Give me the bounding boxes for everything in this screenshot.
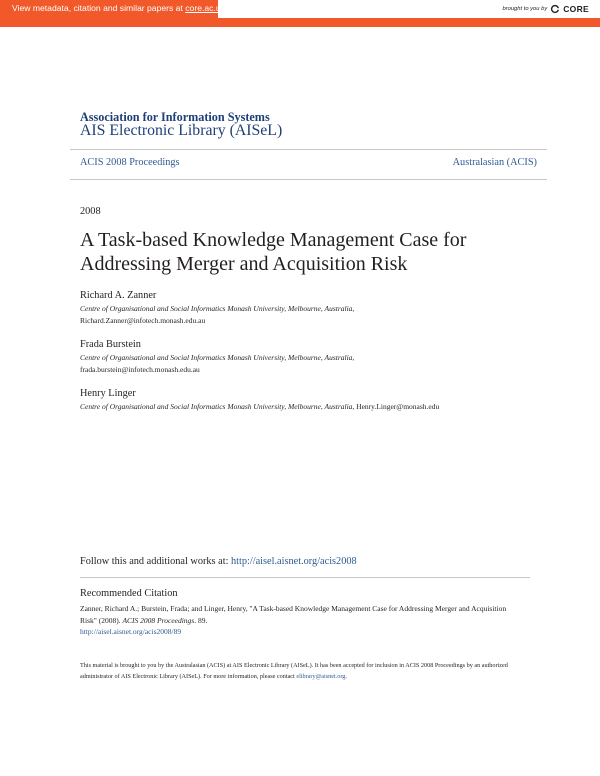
citation-number: . 89. bbox=[194, 615, 208, 625]
author-affiliation bbox=[80, 303, 354, 326]
paper-title: A Task-based Knowledge Management Case for Addressing Merger and Acquisition Risk bbox=[80, 229, 467, 275]
footer-end: . bbox=[345, 673, 347, 681]
header-divider-bottom bbox=[70, 179, 547, 180]
author-affiliation bbox=[80, 352, 354, 375]
core-metadata-link-box[interactable] bbox=[0, 0, 225, 18]
affiliation-text: Centre of Organisational and Social Informatics Monash University, Melbourne, Australia, bbox=[80, 402, 355, 411]
proceedings-link[interactable]: ACIS 2008 Proceedings bbox=[80, 157, 180, 168]
author-email: Richard.Zanner@infotech.monash.edu.au bbox=[80, 315, 206, 325]
author-name: Frada Burstein bbox=[80, 339, 141, 350]
follow-link[interactable]: http://aisel.aisnet.org/acis2008 bbox=[231, 556, 357, 567]
author-name: Henry Linger bbox=[80, 388, 136, 399]
provided-by-text: provided by AIS Electronic Library (AISeL) bbox=[479, 37, 588, 43]
author-name: Richard A. Zanner bbox=[80, 290, 157, 301]
footer-notice bbox=[80, 660, 520, 683]
region-link[interactable]: Australasian (ACIS) bbox=[452, 157, 537, 168]
core-banner bbox=[0, 0, 600, 43]
recommended-citation-heading: Recommended Citation bbox=[80, 588, 178, 599]
paper-year: 2008 bbox=[80, 206, 101, 217]
follow-line bbox=[80, 556, 357, 567]
citation-text: Zanner, Richard A.; Burstein, Frada; and Linger, Henry, "A Task-based Knowledge Management Case for Addressing Merger and Acquisition Risk" (2008). bbox=[80, 604, 507, 625]
core-metadata-label: View metadata, citation and similar papers at bbox=[12, 3, 186, 13]
citation-link[interactable]: http://aisel.aisnet.org/acis2008/89 bbox=[80, 627, 182, 637]
core-metadata-text[interactable] bbox=[12, 3, 225, 13]
affiliation-text: Centre of Organisational and Social Informatics Monash University, Melbourne, Australia, bbox=[80, 304, 355, 313]
core-link[interactable]: core.ac.uk bbox=[185, 3, 225, 13]
citation-source: ACIS 2008 Proceedings bbox=[122, 615, 195, 625]
header-divider-top bbox=[70, 149, 547, 150]
contact-email-link[interactable]: elibrary@aisnet.org bbox=[296, 673, 346, 681]
author-email: Henry.Linger@monash.edu bbox=[356, 402, 440, 411]
core-brought-by[interactable] bbox=[502, 4, 589, 14]
follow-text: Follow this and additional works at: bbox=[80, 556, 232, 567]
footer-text: This material is brought to you by the Australasian (ACIS) at AIS Electronic Library (AISeL). It has been accepted for inclusion in ACIS 2008 Proceedings by an authorized administrator of AIS Electronic Library (AISeL). For more information, please contact bbox=[80, 662, 508, 681]
author-email: frada.burstein@infotech.monash.edu.au bbox=[80, 364, 200, 374]
association-name[interactable]: Association for Information Systems bbox=[80, 110, 270, 124]
brought-by-label: brought to you by bbox=[502, 6, 548, 12]
citation-block bbox=[80, 603, 520, 638]
citation-divider bbox=[80, 577, 530, 578]
library-name[interactable]: AIS Electronic Library (AISeL) bbox=[80, 122, 283, 139]
core-logo-icon bbox=[550, 4, 560, 14]
core-provided-bar bbox=[0, 18, 600, 43]
core-logo-text: CORE bbox=[563, 4, 589, 14]
affiliation-text: Centre of Organisational and Social Informatics Monash University, Melbourne, Australia, bbox=[80, 353, 355, 362]
author-affiliation bbox=[80, 401, 439, 413]
